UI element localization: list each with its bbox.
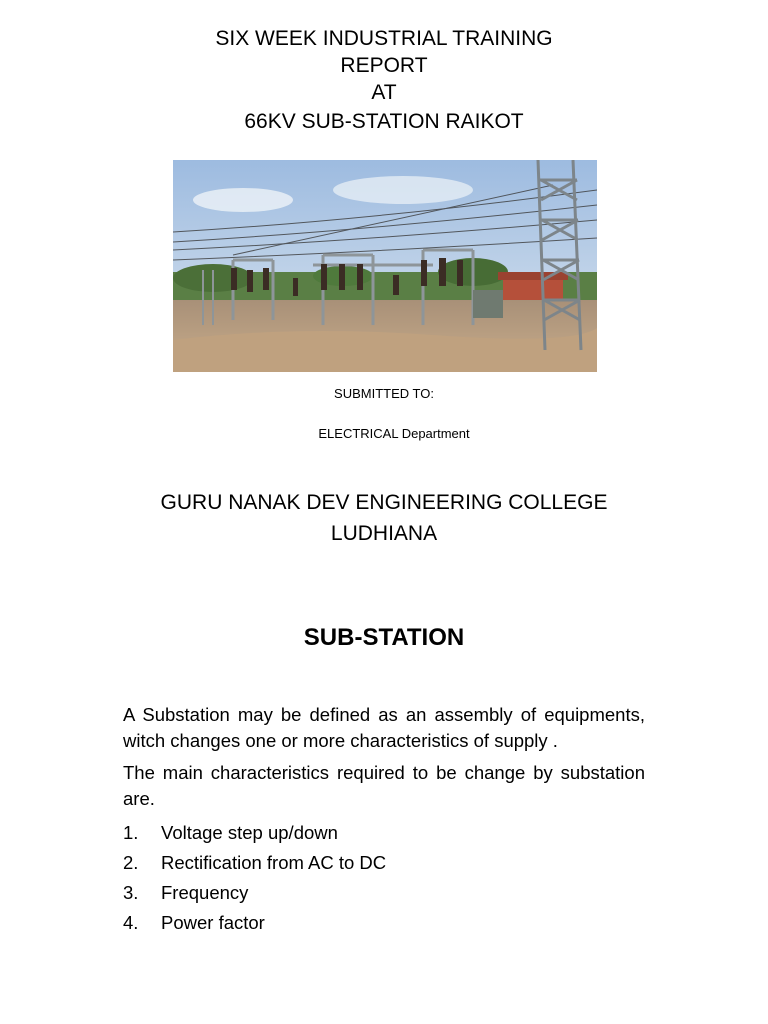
- list-item: [123, 908, 645, 938]
- list-item: [123, 848, 645, 878]
- department-label: ELECTRICAL Department: [318, 426, 470, 441]
- characteristics-paragraph: The main characteristics required to be change by substation are.: [123, 762, 645, 809]
- list-item: [123, 878, 645, 908]
- section-heading: SUB-STATION: [303, 624, 465, 651]
- list-item-text: Power factor: [161, 912, 265, 933]
- college-name: GURU NANAK DEV ENGINEERING COLLEGE: [160, 491, 608, 514]
- list-item: [123, 818, 645, 848]
- report-title: [0, 24, 768, 136]
- college-city: LUDHIANA: [330, 522, 438, 545]
- characteristics-list: [123, 818, 645, 938]
- submitted-to-label: SUBMITTED TO:: [334, 386, 434, 401]
- list-item-number: 3.: [123, 882, 139, 903]
- list-item-text: Voltage step up/down: [161, 822, 338, 843]
- list-item-number: 4.: [123, 912, 139, 933]
- list-item-number: 1.: [123, 822, 139, 843]
- list-item-text: Frequency: [161, 882, 249, 903]
- definition-paragraph: A Substation may be defined as an assembly of equipments, witch changes one or more characteristics of supply .: [123, 704, 645, 751]
- substation-photo: [173, 160, 597, 372]
- title-line-3: AT: [371, 81, 397, 104]
- list-item-text: Rectification from AC to DC: [161, 852, 387, 873]
- college-block: [0, 487, 768, 549]
- title-line-2: REPORT: [340, 54, 428, 77]
- list-item-number: 2.: [123, 852, 139, 873]
- section-content: [123, 702, 645, 938]
- title-line-1: SIX WEEK INDUSTRIAL TRAINING: [215, 27, 553, 50]
- title-line-4: 66KV SUB-STATION RAIKOT: [244, 110, 524, 133]
